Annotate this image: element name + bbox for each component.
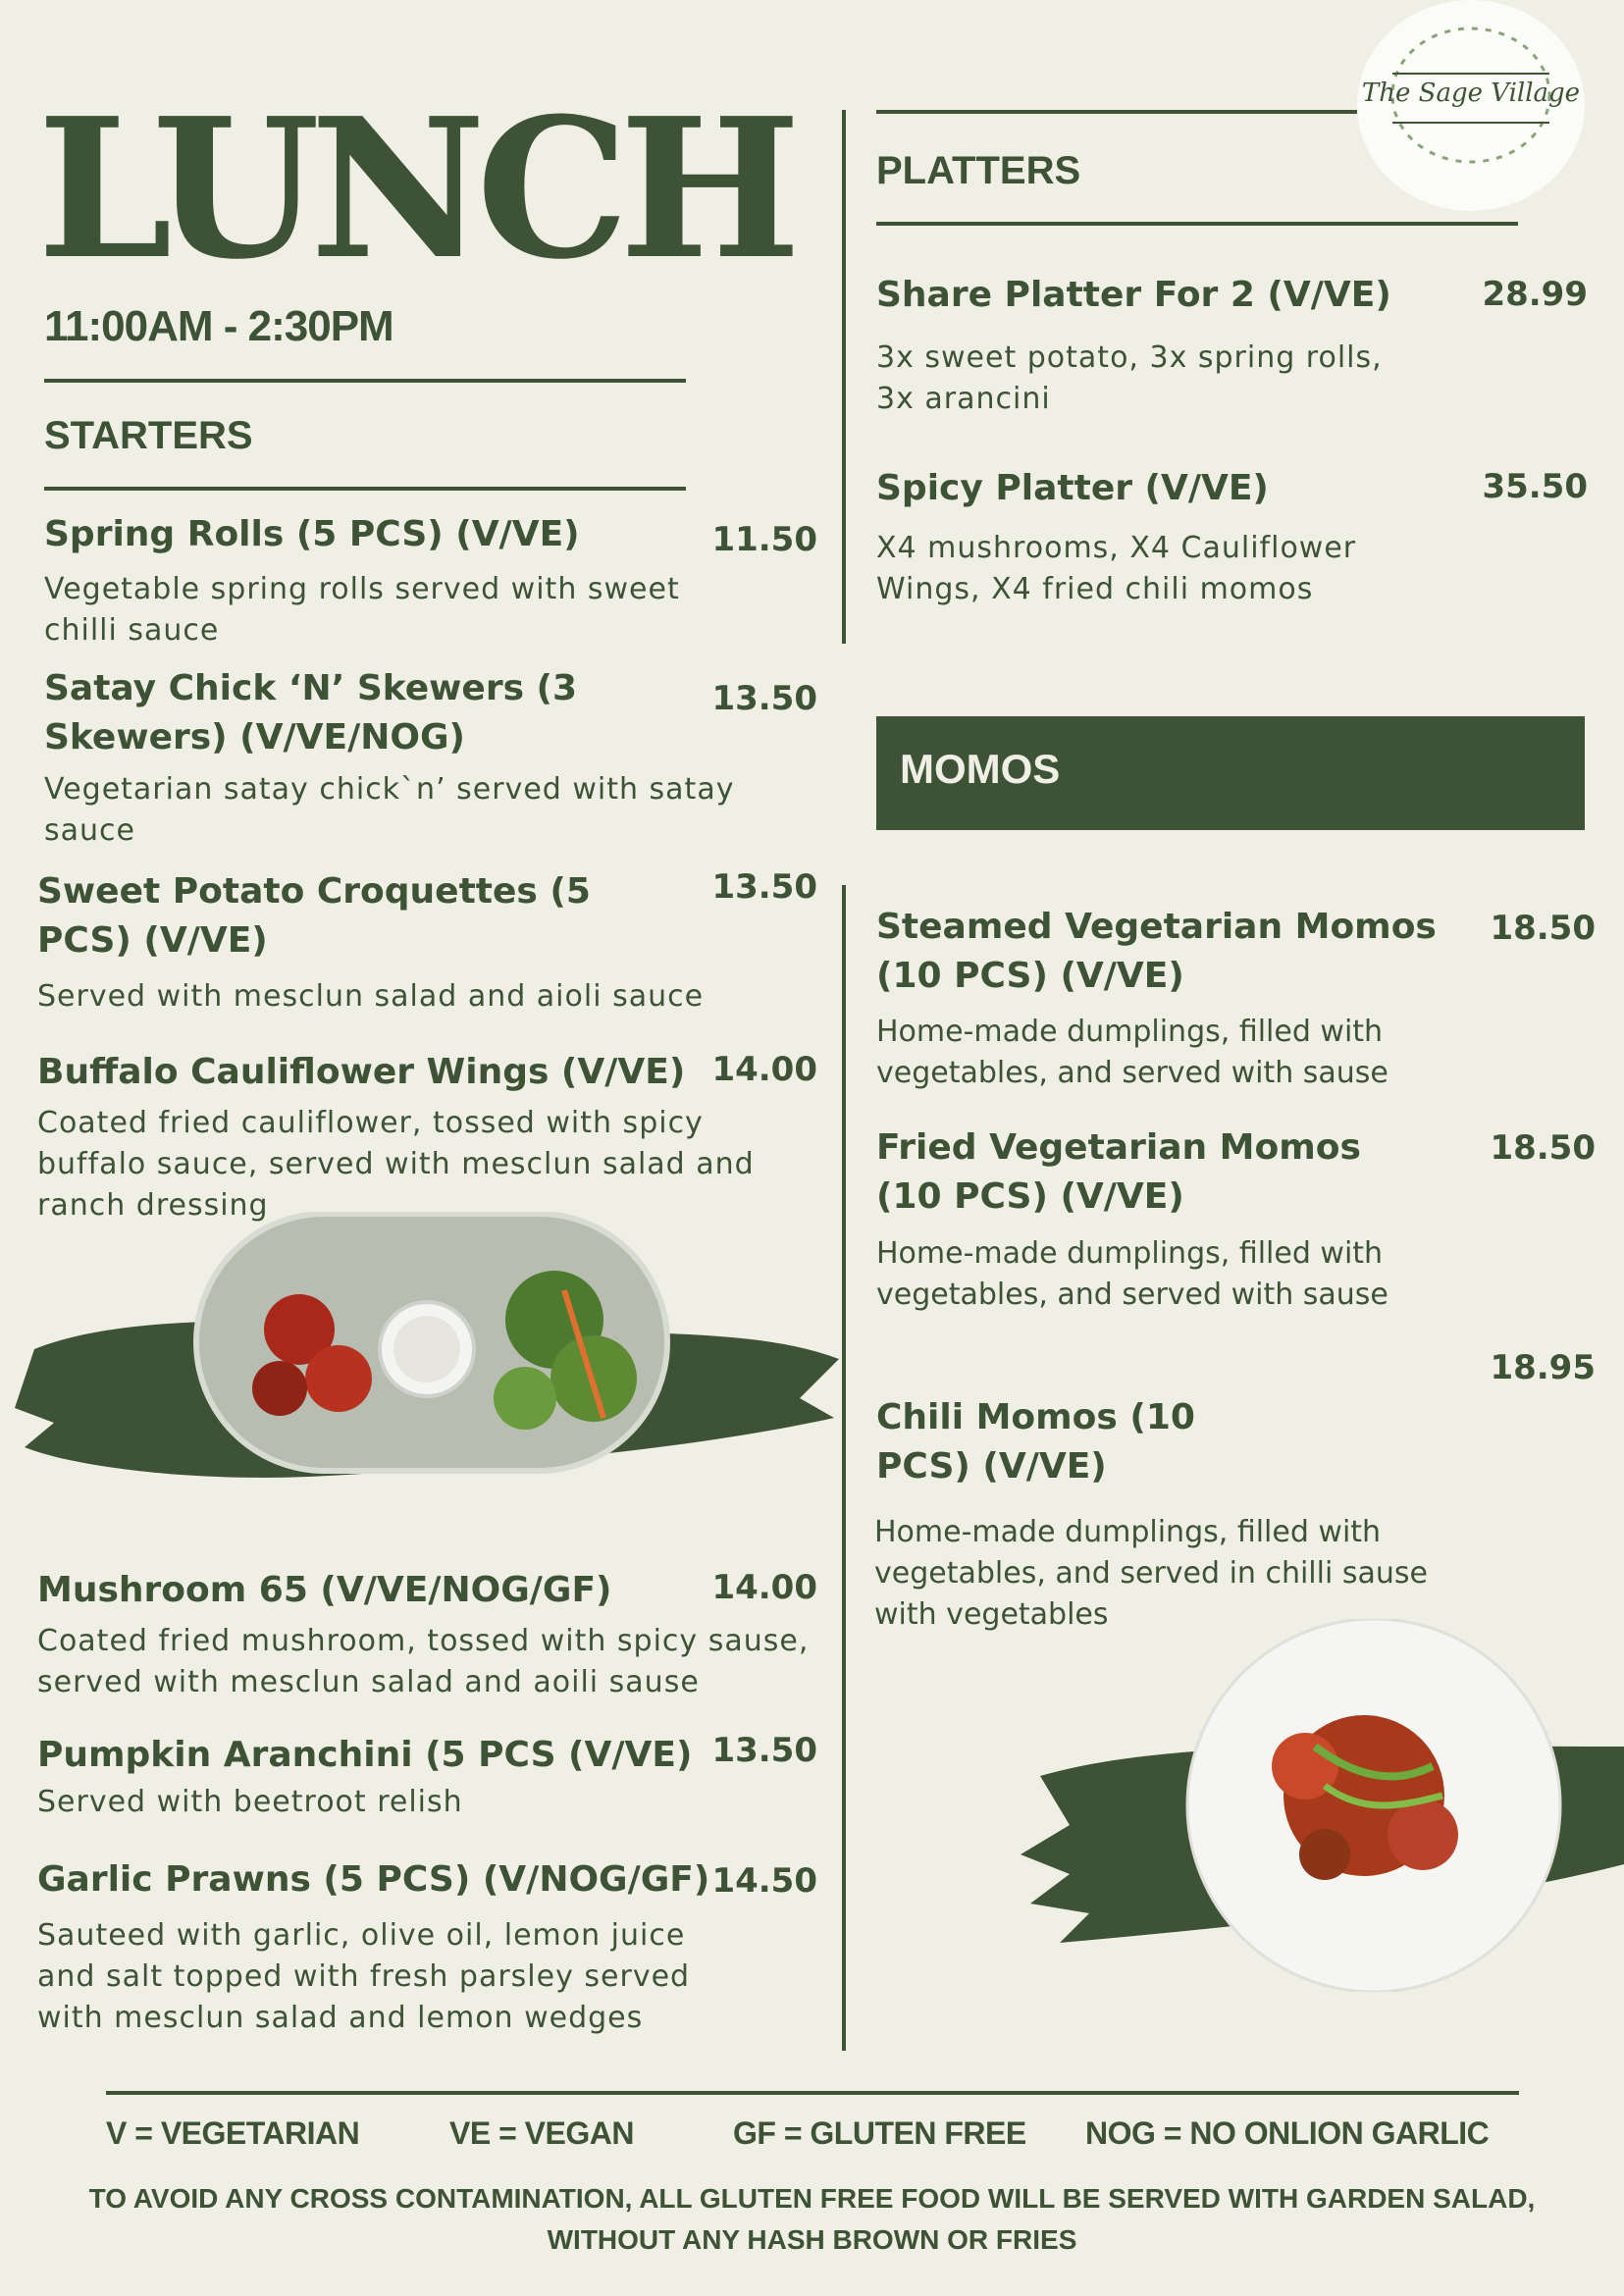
allergen-notice-line2: WITHOUT ANY HASH BROWN OR FRIES xyxy=(547,2224,1077,2255)
menu-item-name: Satay Chick ‘N’ Skewers (3 Skewers) (V/VE/NOG) xyxy=(44,668,578,757)
menu-item-name: Chili Momos (10 PCS) (V/VE) xyxy=(876,1397,1195,1487)
divider xyxy=(876,110,1357,114)
menu-item-price: 11.50 xyxy=(711,520,817,559)
menu-item-desc: Vegetable spring rolls served with sweet chilli sauce xyxy=(44,572,680,648)
menu-item-price: 18.95 xyxy=(1490,1348,1596,1387)
menu-item-desc: Coated fried cauliflower, tossed with spicy buffalo sauce, served with mesclun salad and ranch dressing xyxy=(37,1106,755,1223)
menu-item-desc: X4 mushrooms, X4 Cauliflower Wings, X4 fried chili momos xyxy=(876,531,1357,606)
divider xyxy=(876,222,1518,226)
menu-item-name: Spring Rolls (5 PCS) (V/VE) xyxy=(44,514,580,554)
menu-item-price: 28.99 xyxy=(1482,275,1588,314)
menu-item-price: 14.00 xyxy=(711,1050,817,1089)
menu-item-desc: Served with beetroot relish xyxy=(37,1785,463,1819)
logo-text: The Sage Village xyxy=(1361,78,1581,108)
momos-heading: MOMOS xyxy=(876,716,1585,830)
menu-item-desc: Home-made dumplings, filled with vegetables, and served in chilli sause with vegetables xyxy=(874,1515,1428,1632)
menu-item-desc: Home-made dumplings, filled with vegetables, and served with sause xyxy=(876,1015,1388,1090)
menu-item-desc: Home-made dumplings, filled with vegetables, and served with sause xyxy=(876,1236,1388,1312)
legend-no-onion-garlic: NOG = NO ONLION GARLIC xyxy=(1085,2115,1490,2151)
menu-item-name: Buffalo Cauliflower Wings (V/VE) xyxy=(37,1052,686,1092)
service-hours: 11:00AM - 2:30PM xyxy=(44,302,393,350)
menu-item-price: 18.50 xyxy=(1490,909,1596,948)
menu-item-desc: Vegetarian satay chick`n’ served with satay sauce xyxy=(44,772,735,848)
menu-item-desc: Coated fried mushroom, tossed with spicy sause, served with mesclun salad and aoili sause xyxy=(37,1624,810,1699)
menu-item-name: Sweet Potato Croquettes (5 PCS) (V/VE) xyxy=(37,871,591,961)
menu-item-price: 14.00 xyxy=(711,1568,817,1607)
divider xyxy=(44,379,686,383)
platters-heading: PLATTERS xyxy=(876,149,1081,192)
menu-item-name: Steamed Vegetarian Momos (10 PCS) (V/VE) xyxy=(876,907,1437,996)
chili-momos-photo xyxy=(981,1619,1624,1992)
menu-item-name: Garlic Prawns (5 PCS) (V/NOG/GF) xyxy=(37,1859,710,1900)
menu-item-name: Share Platter For 2 (V/VE) xyxy=(876,275,1391,315)
menu-item-name: Mushroom 65 (V/VE/NOG/GF) xyxy=(37,1570,612,1610)
starters-heading: STARTERS xyxy=(44,414,253,457)
menu-item-price: 18.50 xyxy=(1490,1128,1596,1168)
divider xyxy=(106,2091,1519,2095)
legend-vegetarian: V = VEGETARIAN xyxy=(106,2115,360,2151)
menu-item-price: 14.50 xyxy=(711,1861,817,1901)
menu-item-desc: 3x sweet potato, 3x spring rolls, 3x arancini xyxy=(876,340,1383,416)
menu-item-name: Spicy Platter (V/VE) xyxy=(876,468,1269,508)
buffalo-wings-photo xyxy=(15,1212,849,1536)
allergen-notice-line1: TO AVOID ANY CROSS CONTAMINATION, ALL GLUTEN FREE FOOD WILL BE SERVED WITH GARDEN SALAD, xyxy=(88,2183,1536,2214)
logo xyxy=(1357,0,1585,211)
menu-item-price: 13.50 xyxy=(711,679,817,718)
menu-item-desc: Served with mesclun salad and aioli sauce xyxy=(37,979,705,1014)
menu-item-name: Fried Vegetarian Momos (10 PCS) (V/VE) xyxy=(876,1127,1361,1217)
menu-item-price: 35.50 xyxy=(1482,467,1588,506)
menu-item-price: 13.50 xyxy=(711,867,817,907)
column-divider xyxy=(842,110,846,644)
column-divider xyxy=(842,885,846,2051)
divider xyxy=(44,487,686,491)
legend-gluten-free: GF = GLUTEN FREE xyxy=(733,2115,1026,2151)
menu-item-price: 13.50 xyxy=(711,1731,817,1770)
menu-item-name: Pumpkin Aranchini (5 PCS (V/VE) xyxy=(37,1735,693,1775)
legend-vegan: VE = VEGAN xyxy=(449,2115,634,2151)
page-title: LUNCH xyxy=(37,77,792,302)
menu-item-desc: Sauteed with garlic, olive oil, lemon juice and salt topped with fresh parsley served with mesclun salad and lemon wedges xyxy=(37,1918,691,2035)
